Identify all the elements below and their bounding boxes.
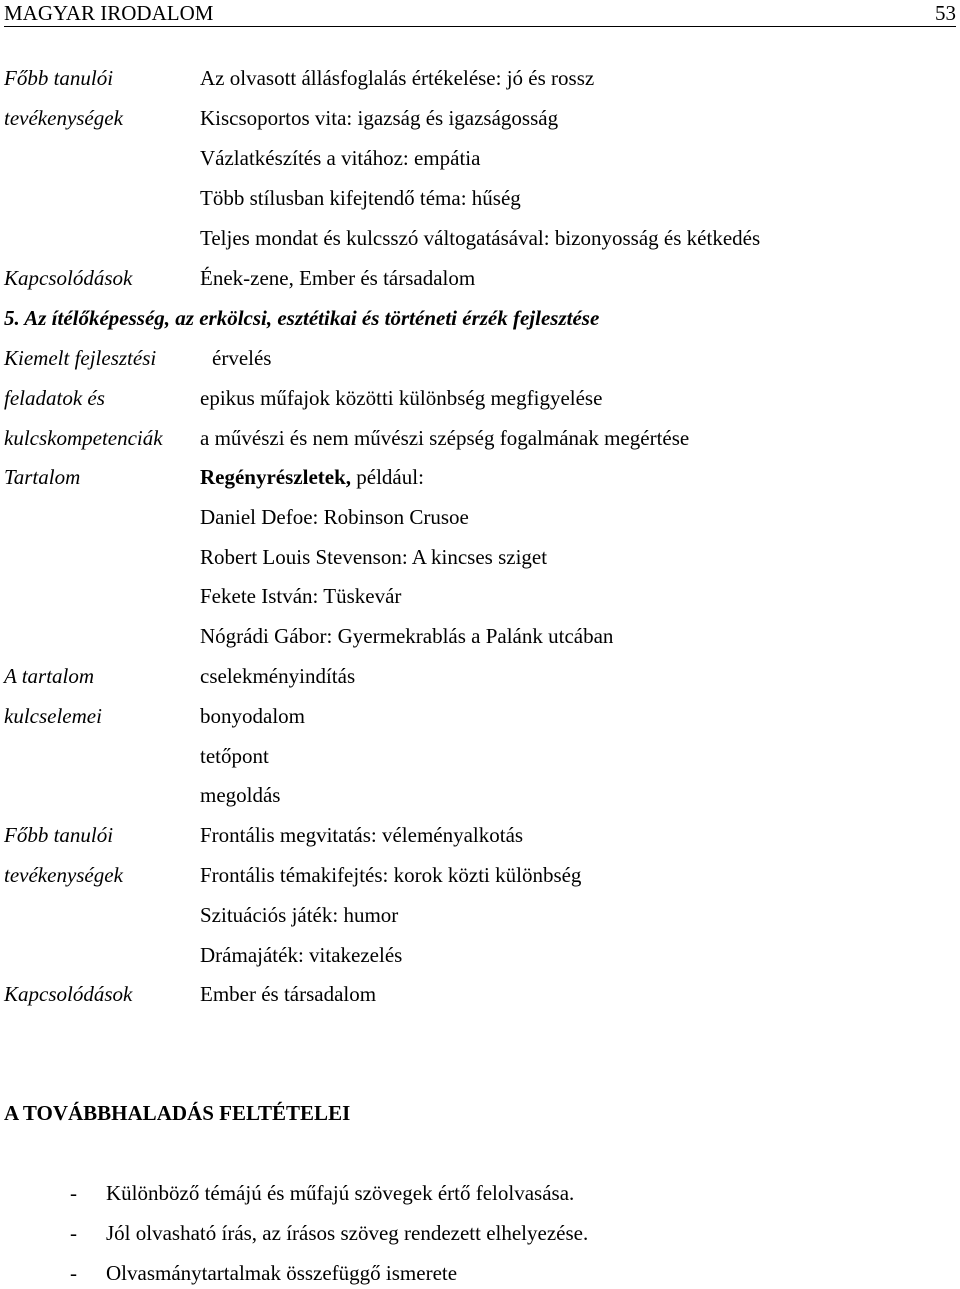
activity-row bbox=[0, 223, 960, 253]
activity-item: Több stílusban kifejtendő téma: hűség bbox=[200, 186, 521, 210]
content-row bbox=[0, 502, 960, 532]
task-item: epikus műfajok közötti különbség megfigyelése bbox=[200, 386, 603, 410]
task-item: érvelés bbox=[212, 346, 272, 370]
page-number: 53 bbox=[935, 1, 956, 25]
task-item: a művészi és nem művészi szépség fogalmának megértése bbox=[200, 426, 690, 450]
progress-item-text: Jól olvasható írás, az írásos szöveg rendezett elhelyezése. bbox=[106, 1221, 589, 1245]
key-row bbox=[0, 661, 960, 691]
content-row bbox=[0, 462, 960, 492]
section-title: 5. Az ítélőképesség, az erkölcsi, esztétikai és történeti érzék fejlesztése bbox=[4, 306, 600, 330]
page-header bbox=[4, 0, 956, 27]
activity-item: Kiscsoportos vita: igazság és igazságosság bbox=[200, 106, 559, 130]
activities-label: Főbb tanulói bbox=[4, 823, 114, 847]
task-row bbox=[0, 423, 960, 453]
content-lead-bold: Regényrészletek, bbox=[200, 465, 352, 489]
activity-row bbox=[0, 820, 960, 850]
activity-item: Szituációs játék: humor bbox=[200, 903, 399, 927]
progress-item bbox=[0, 1178, 960, 1208]
activity-row bbox=[0, 103, 960, 133]
key-label: kulcselemei bbox=[4, 704, 102, 728]
connections-row bbox=[0, 263, 960, 293]
activity-row bbox=[0, 143, 960, 173]
content-row bbox=[0, 621, 960, 651]
activity-item: Az olvasott állásfoglalás értékelése: jó és rossz bbox=[200, 66, 595, 90]
content-item: Fekete István: Tüskevár bbox=[200, 584, 402, 608]
activity-row bbox=[0, 900, 960, 930]
connections-label: Kapcsolódások bbox=[4, 982, 133, 1006]
content-item: Robert Louis Stevenson: A kincses sziget bbox=[200, 545, 548, 569]
progress-item-text: Olvasmánytartalmak összefüggő ismerete bbox=[106, 1261, 458, 1285]
activity-item: Teljes mondat és kulcsszó váltogatásával: bizonyosság és kétkedés bbox=[200, 226, 761, 250]
activities-label: tevékenységek bbox=[4, 863, 123, 887]
content-row bbox=[0, 581, 960, 611]
key-row bbox=[0, 780, 960, 810]
progress-heading: A TOVÁBBHALADÁS FELTÉTELEI bbox=[4, 1101, 351, 1125]
connections-label: Kapcsolódások bbox=[4, 266, 133, 290]
content-lead-rest: például: bbox=[351, 465, 424, 489]
activity-item: Frontális témakifejtés: korok közti különbség bbox=[200, 863, 582, 887]
content-label: Tartalom bbox=[4, 465, 81, 489]
dash-bullet: - bbox=[70, 1221, 77, 1245]
activity-row bbox=[0, 940, 960, 970]
content-item: Daniel Defoe: Robinson Crusoe bbox=[200, 505, 469, 529]
content-row bbox=[0, 542, 960, 572]
key-label: A tartalom bbox=[4, 664, 95, 688]
activity-item: Drámajáték: vitakezelés bbox=[200, 943, 403, 967]
progress-item bbox=[0, 1218, 960, 1248]
activity-row bbox=[0, 183, 960, 213]
content-lead bbox=[200, 462, 424, 492]
tasks-label: Kiemelt fejlesztési bbox=[4, 346, 157, 370]
dash-bullet: - bbox=[70, 1181, 77, 1205]
key-item: cselekményindítás bbox=[200, 664, 356, 688]
key-item: tetőpont bbox=[200, 744, 269, 768]
task-row bbox=[0, 383, 960, 413]
activities-label: tevékenységek bbox=[4, 106, 123, 130]
key-row bbox=[0, 741, 960, 771]
key-item: bonyodalom bbox=[200, 704, 305, 728]
key-row bbox=[0, 701, 960, 731]
activity-row bbox=[0, 860, 960, 890]
connections-value: Ember és társadalom bbox=[200, 982, 377, 1006]
running-title: MAGYAR IRODALOM bbox=[4, 1, 214, 25]
tasks-label: feladatok és bbox=[4, 386, 105, 410]
key-item: megoldás bbox=[200, 783, 281, 807]
activity-item: Vázlatkészítés a vitához: empátia bbox=[200, 146, 481, 170]
progress-item-text: Különböző témájú és műfajú szövegek értő felolvasása. bbox=[106, 1181, 575, 1205]
content-item: Nógrádi Gábor: Gyermekrablás a Palánk utcában bbox=[200, 624, 614, 648]
connections-value: Ének-zene, Ember és társadalom bbox=[200, 266, 476, 290]
connections-row bbox=[0, 979, 960, 1009]
progress-item bbox=[0, 1258, 960, 1288]
activities-label: Főbb tanulói bbox=[4, 66, 114, 90]
activity-item: Frontális megvitatás: véleményalkotás bbox=[200, 823, 524, 847]
activity-row bbox=[0, 63, 960, 93]
dash-bullet: - bbox=[70, 1261, 77, 1285]
tasks-label: kulcskompetenciák bbox=[4, 426, 163, 450]
task-row bbox=[0, 343, 960, 373]
